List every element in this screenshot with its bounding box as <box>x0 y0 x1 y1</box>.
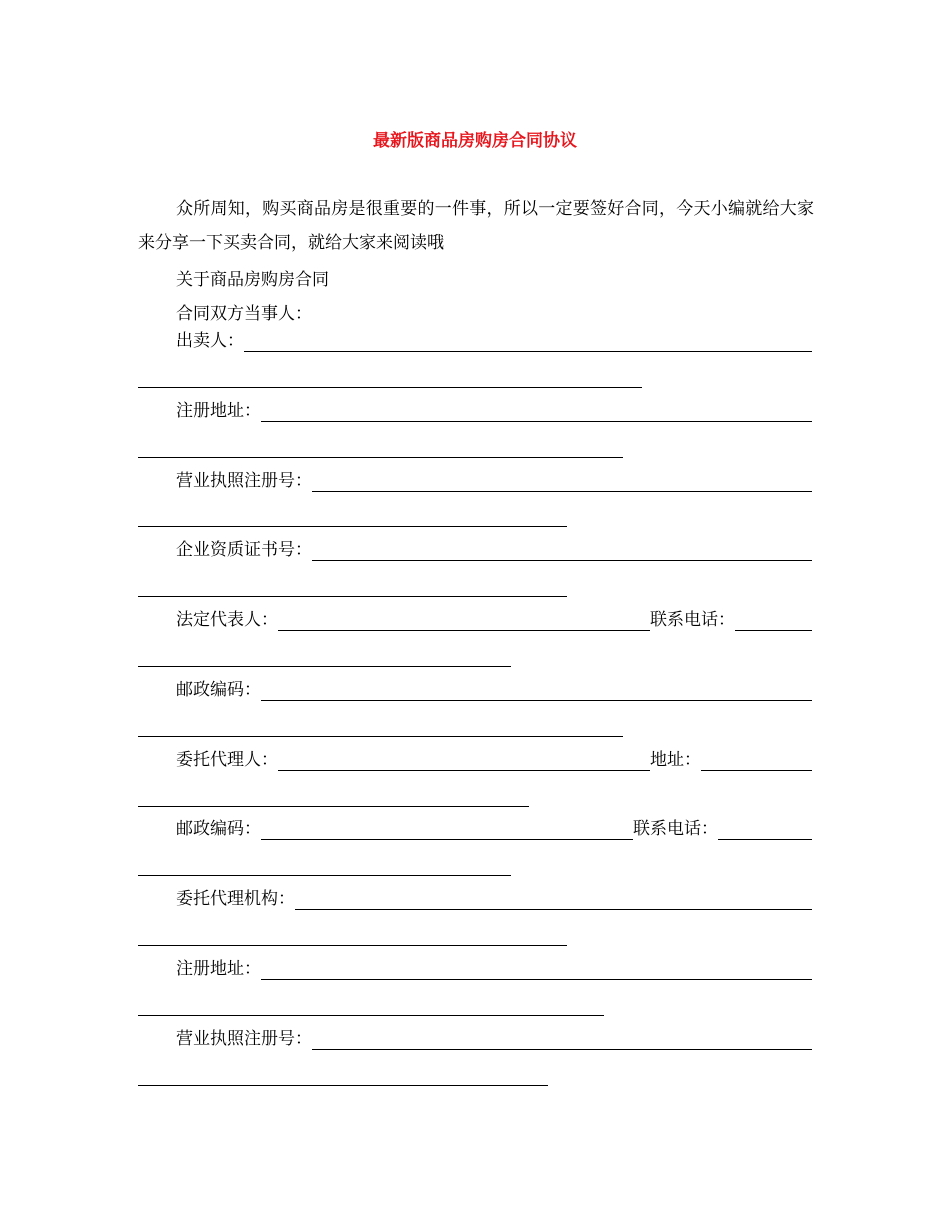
agency-field[interactable] <box>176 886 812 910</box>
document-title: 最新版商品房购房合同协议 <box>373 131 577 151</box>
agent-label: 委托代理人： <box>176 750 278 770</box>
reg-address2-blank[interactable] <box>261 959 812 980</box>
phone2-blank-continuation[interactable] <box>138 875 511 876</box>
reg-address-blank[interactable] <box>261 401 812 422</box>
license-no2-label: 营业执照注册号： <box>176 1029 312 1049</box>
license-no2-blank[interactable] <box>312 1029 812 1050</box>
contract-subtitle: 关于商品房购房合同 <box>176 270 329 290</box>
agency-blank-continuation[interactable] <box>138 945 567 946</box>
intro-paragraph: 众所周知，购买商品房是很重要的一件事，所以一定要签好合同，今天小编就给大家来分享一下买卖合同，就给大家来阅读哦 <box>138 199 814 253</box>
phone-blank[interactable] <box>735 610 812 631</box>
phone2-blank[interactable] <box>718 819 812 840</box>
qualification-no-blank[interactable] <box>312 540 812 561</box>
phone-label: 联系电话： <box>650 610 735 630</box>
address-blank-continuation[interactable] <box>138 806 529 807</box>
postcode2-field[interactable] <box>176 816 812 840</box>
qualification-no-field[interactable] <box>176 537 812 561</box>
phone2-label: 联系电话： <box>633 819 718 839</box>
postcode2-blank[interactable] <box>261 819 633 840</box>
parties-heading: 合同双方当事人： <box>176 304 312 324</box>
postcode-field[interactable] <box>176 677 812 701</box>
agent-field[interactable] <box>176 747 812 771</box>
postcode-blank[interactable] <box>261 680 812 701</box>
postcode2-label: 邮政编码： <box>176 819 261 839</box>
agent-blank[interactable] <box>278 750 650 771</box>
legal-rep-blank[interactable] <box>278 610 650 631</box>
license-no2-field[interactable] <box>176 1026 812 1050</box>
agency-label: 委托代理机构： <box>176 889 295 909</box>
qualification-no-label: 企业资质证书号： <box>176 540 312 560</box>
seller-blank-continuation[interactable] <box>138 387 642 388</box>
reg-address2-blank-continuation[interactable] <box>138 1015 604 1016</box>
phone-blank-continuation[interactable] <box>138 666 511 667</box>
address-blank[interactable] <box>701 750 812 771</box>
seller-blank[interactable] <box>244 331 812 352</box>
postcode-label: 邮政编码： <box>176 680 261 700</box>
legal-rep-field[interactable] <box>176 607 812 631</box>
seller-label: 出卖人： <box>176 331 244 351</box>
license-no-label: 营业执照注册号： <box>176 471 312 491</box>
reg-address2-field[interactable] <box>176 956 812 980</box>
reg-address2-label: 注册地址： <box>176 959 261 979</box>
reg-address-field[interactable] <box>176 398 812 422</box>
license-no-blank-continuation[interactable] <box>138 526 567 527</box>
seller-field[interactable] <box>176 328 812 352</box>
license-no-blank[interactable] <box>312 471 812 492</box>
legal-rep-label: 法定代表人： <box>176 610 278 630</box>
agency-blank[interactable] <box>295 889 812 910</box>
address-label: 地址： <box>650 750 701 770</box>
qualification-no-blank-continuation[interactable] <box>138 596 567 597</box>
license-no-field[interactable] <box>176 468 812 492</box>
reg-address-label: 注册地址： <box>176 401 261 421</box>
postcode-blank-continuation[interactable] <box>138 736 623 737</box>
reg-address-blank-continuation[interactable] <box>138 457 623 458</box>
license-no2-blank-continuation[interactable] <box>138 1085 548 1086</box>
